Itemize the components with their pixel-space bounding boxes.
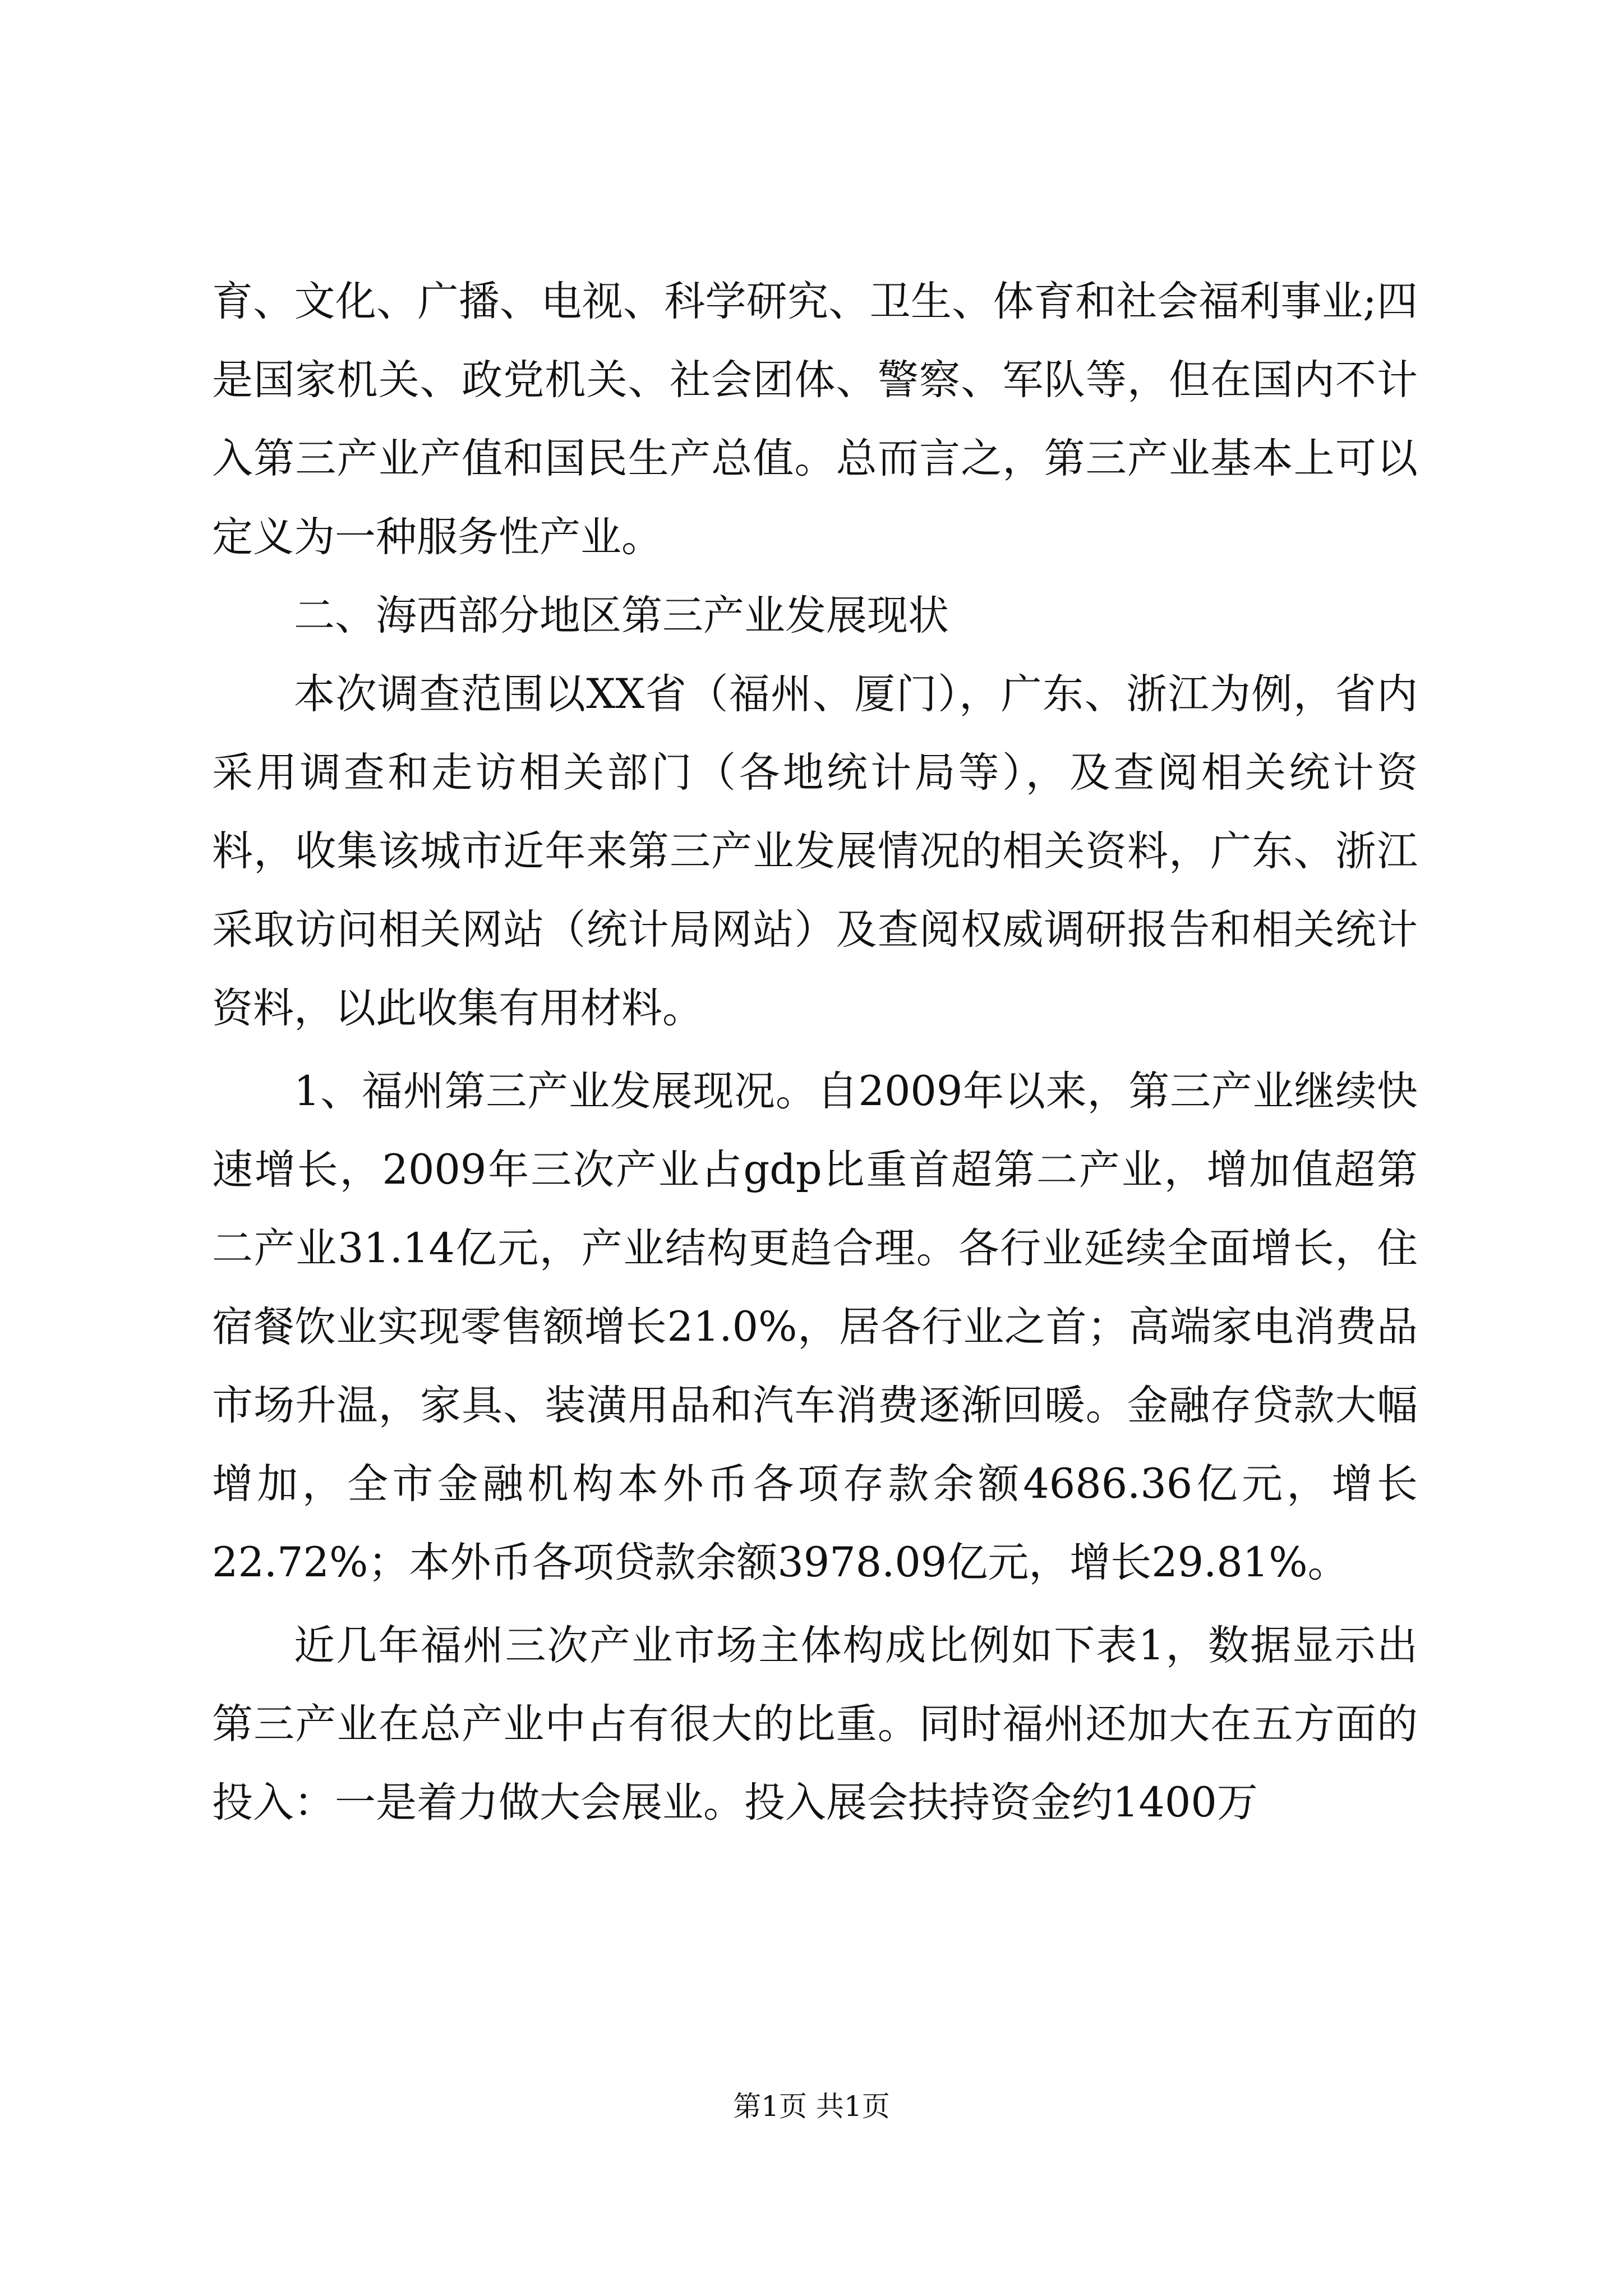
paragraph-survey-scope: 本次调查范围以XX省（福州、厦门），广东、浙江为例，省内采用调查和走访相关部门（各地统计局等），及查阅相关统计资料，收集该城市近年来第三产业发展情况的相关资料，广东、浙江采取访问相关网站（统计局网站）及查阅权威调研报告和相关统计资料，以此收集有用材料。 [212,670,1418,1032]
paragraph-continuation: 育、文化、广播、电视、科学研究、卫生、体育和社会福利事业;四是国家机关、政党机关、社会团体、警察、军队等，但在国内不计入第三产业产值和国民生产总值。总而言之，第三产业基本上可以定义为一种服务性产业。 [212,278,1418,561]
section-heading: 二、海西部分地区第三产业发展现状 [294,592,949,639]
page-footer: 第1页 共1页 [733,2090,890,2123]
paragraph-fuzhou-status: 1、福州第三产业发展现况。自2009年以来，第三产业继续快速增长，2009年三次产业占gdp比重首超第二产业，增加值超第二产业31.14亿元，产业结构更趋合理。各行业延续全面增长，住宿餐饮业实现零售额增长21.0%，居各行业之首；高端家电消费品市场升温，家具、装潢用品和汽车消费逐渐回暖。金融存贷款大幅增加，全市金融机构本外币各项存款余额4686.36亿元，增长22.72%；本外币各项贷款余额3978.09亿元，增长29.81%。 [212,1068,1418,1586]
document-body [212,263,1418,1842]
paragraph-fuzhou-structure: 近几年福州三次产业市场主体构成比例如下表1，数据显示出第三产业在总产业中占有很大的比重。同时福州还加大在五方面的投入：一是着力做大会展业。投入展会扶持资金约1400万 [212,1622,1418,1826]
